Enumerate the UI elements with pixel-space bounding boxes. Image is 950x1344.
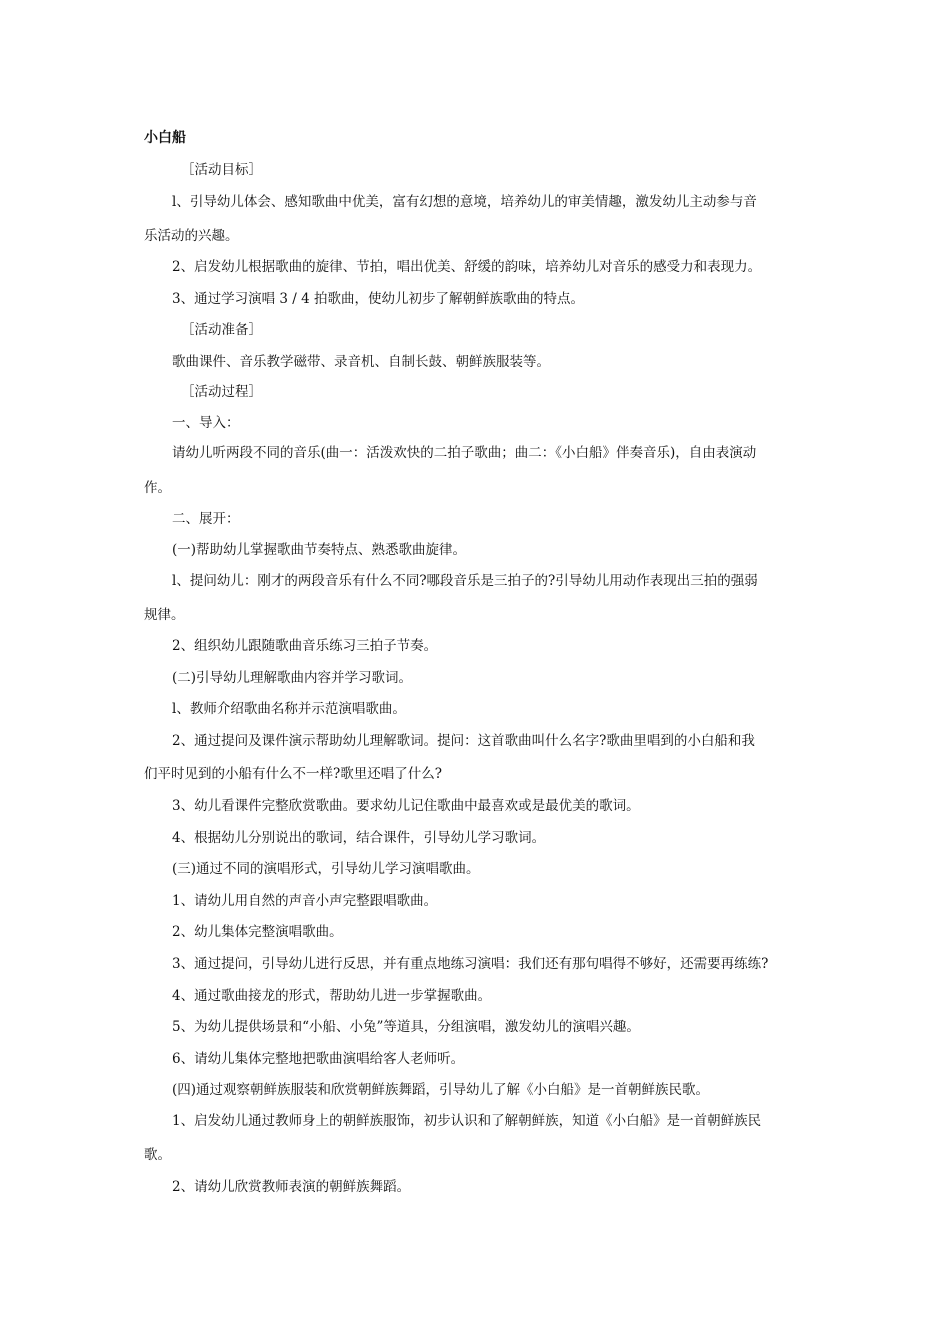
paragraph-line: 请幼儿听两段不同的音乐(曲一：活泼欢快的二拍子歌曲；曲二：《小白船》伴奏音乐)，自由表演动	[172, 445, 757, 461]
section-heading-process: ［活动过程］	[181, 384, 262, 400]
paragraph-line: (四)通过观察朝鲜族服装和欣赏朝鲜族舞蹈，引导幼儿了解《小白船》是一首朝鲜族民歌。	[172, 1082, 710, 1098]
paragraph-line: 们平时见到的小船有什么不一样?歌里还唱了什么?	[144, 766, 442, 782]
paragraph-line: 2、组织幼儿跟随歌曲音乐练习三拍子节奏。	[172, 638, 438, 654]
paragraph-line: l、引导幼儿体会、感知歌曲中优美，富有幻想的意境，培养幼儿的审美情趣，激发幼儿主动参与音	[172, 194, 757, 210]
paragraph-line: 3、通过提问，引导幼儿进行反思，并有重点地练习演唱：我们还有那句唱得不够好，还需要再练练?	[172, 956, 769, 972]
subsection-heading: 二、展开：	[172, 511, 240, 527]
document-title: 小白船	[144, 130, 186, 146]
section-heading-preparation: ［活动准备］	[181, 322, 262, 338]
paragraph-line: (二)引导幼儿理解歌曲内容并学习歌词。	[172, 670, 413, 686]
paragraph-line: 乐活动的兴趣。	[144, 228, 239, 244]
paragraph-line: 2、启发幼儿根据歌曲的旋律、节拍，唱出优美、舒缓的韵味，培养幼儿对音乐的感受力和表现力。	[172, 259, 762, 275]
paragraph-line: (一)帮助幼儿掌握歌曲节奏特点、熟悉歌曲旋律。	[172, 542, 467, 558]
section-heading-goals: ［活动目标］	[181, 162, 262, 178]
paragraph-line: 4、根据幼儿分别说出的歌词，结合课件，引导幼儿学习歌词。	[172, 830, 546, 846]
paragraph-line: 1、请幼儿用自然的声音小声完整跟唱歌曲。	[172, 893, 438, 909]
paragraph-line: 规律。	[144, 607, 185, 623]
paragraph-line: 2、请幼儿欣赏教师表演的朝鲜族舞蹈。	[172, 1179, 411, 1195]
paragraph-line: 歌。	[144, 1147, 171, 1163]
paragraph-line: 作。	[144, 480, 171, 496]
paragraph-line: 3、幼儿看课件完整欣赏歌曲。要求幼儿记住歌曲中最喜欢或是最优美的歌词。	[172, 798, 640, 814]
paragraph-line: l、提问幼儿：刚才的两段音乐有什么不同?哪段音乐是三拍子的?引导幼儿用动作表现出三拍的强弱	[172, 573, 758, 589]
subsection-heading: 一、导入：	[172, 415, 240, 431]
paragraph-line: 3、通过学习演唱 3 / 4 拍歌曲，使幼儿初步了解朝鲜族歌曲的特点。	[172, 291, 584, 307]
paragraph-line: 1、启发幼儿通过教师身上的朝鲜族服饰，初步认识和了解朝鲜族，知道《小白船》是一首朝鲜族民	[172, 1113, 762, 1129]
paragraph-line: l、教师介绍歌曲名称并示范演唱歌曲。	[172, 701, 406, 717]
paragraph-line: 歌曲课件、音乐教学磁带、录音机、自制长鼓、朝鲜族服装等。	[172, 354, 550, 370]
paragraph-line: (三)通过不同的演唱形式，引导幼儿学习演唱歌曲。	[172, 861, 480, 877]
paragraph-line: 6、请幼儿集体完整地把歌曲演唱给客人老师听。	[172, 1051, 465, 1067]
paragraph-line: 2、幼儿集体完整演唱歌曲。	[172, 924, 343, 940]
paragraph-line: 5、为幼儿提供场景和“小船、小兔”等道具，分组演唱，激发幼儿的演唱兴趣。	[172, 1019, 640, 1035]
paragraph-line: 4、通过歌曲接龙的形式，帮助幼儿进一步掌握歌曲。	[172, 988, 492, 1004]
paragraph-line: 2、通过提问及课件演示帮助幼儿理解歌词。提问：这首歌曲叫什么名字?歌曲里唱到的小白船和我	[172, 733, 755, 749]
